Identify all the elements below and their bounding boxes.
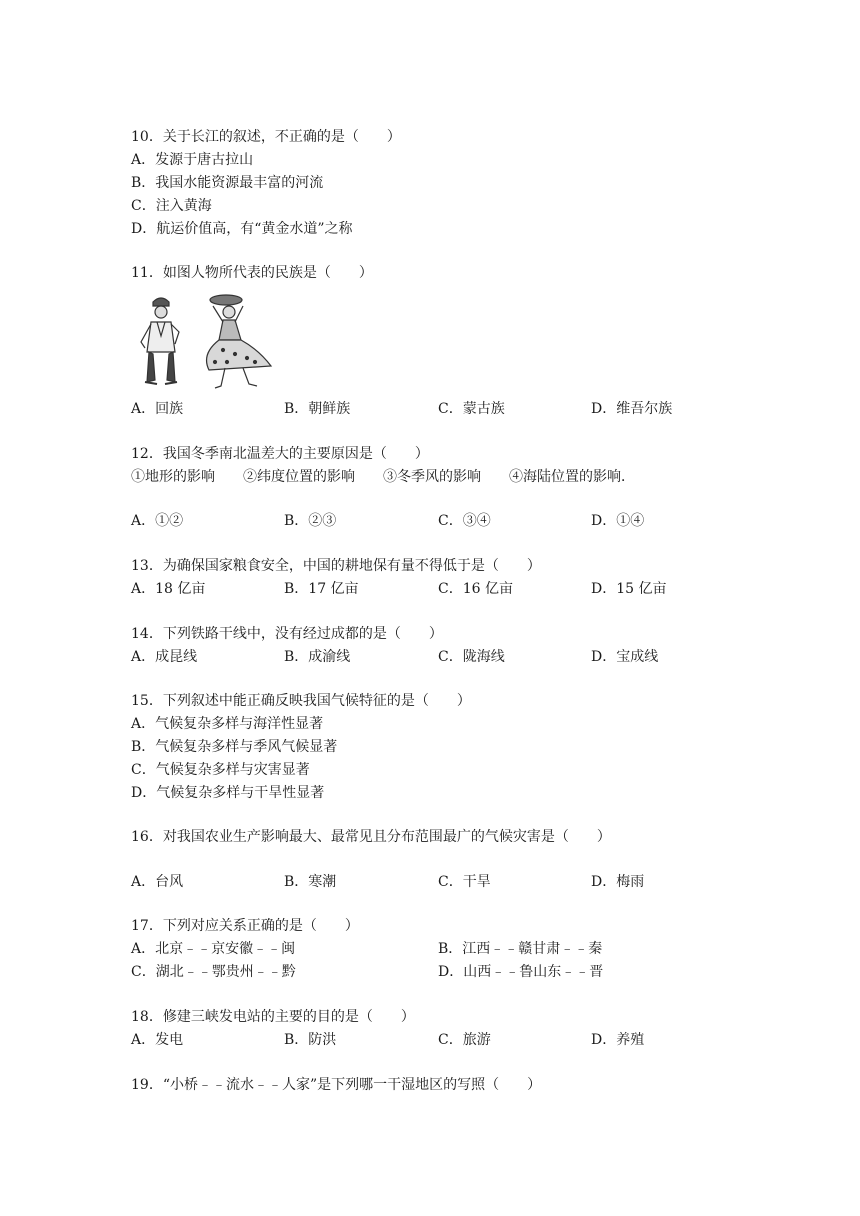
q17-options-row1: [131, 940, 731, 958]
q18-option-a: A．发电: [131, 1032, 184, 1048]
q14-option-c: C．陇海线: [438, 649, 505, 665]
q11-option-c: C．蒙古族: [438, 401, 505, 417]
q13-option-d: D．15 亿亩: [591, 581, 667, 597]
q16-option-b: B．寒潮: [284, 874, 337, 890]
q17-option-d: D．山西﹣﹣鲁山东﹣﹣晋: [438, 964, 604, 980]
q16-stem: 16．对我国农业生产影响最大、最常见且分布范围最广的气候灾害是（ ）: [131, 829, 611, 845]
q16-option-a: A．台风: [131, 874, 184, 890]
q11-option-d: D．维吾尔族: [591, 401, 673, 417]
q19-stem: 19．“小桥﹣﹣流水﹣﹣人家”是下列哪一干湿地区的写照（ ）: [131, 1077, 542, 1093]
q15-option-d: D．气候复杂多样与干旱性显著: [131, 785, 325, 801]
q14-options: [131, 648, 731, 666]
q11-stem: 11．如图人物所代表的民族是（ ）: [131, 265, 373, 281]
q11-options: [131, 400, 731, 418]
q13-option-b: B．17 亿亩: [284, 581, 359, 597]
q12-option-d: D．①④: [591, 513, 645, 529]
q17-option-b: B．江西﹣﹣赣甘肃﹣﹣秦: [438, 941, 603, 957]
q14-option-a: A．成昆线: [131, 649, 198, 665]
q12-options: [131, 512, 731, 530]
q11-option-b: B．朝鲜族: [284, 401, 351, 417]
q18-options: [131, 1031, 731, 1049]
q13-option-a: A．18 亿亩: [131, 581, 206, 597]
q14-option-d: D．宝成线: [591, 649, 659, 665]
q17-option-c: C．湖北﹣﹣鄂贵州﹣﹣黔: [131, 964, 296, 980]
q12-factors: ①地形的影响 ②纬度位置的影响 ③冬季风的影响 ④海陆位置的影响．: [131, 469, 635, 485]
q18-stem: 18．修建三峡发电站的主要的目的是（ ）: [131, 1009, 415, 1025]
q16-options: [131, 873, 731, 891]
q17-stem: 17．下列对应关系正确的是（ ）: [131, 918, 359, 934]
woman-figure: [207, 295, 271, 388]
q15-option-c: C．气候复杂多样与灾害显著: [131, 762, 310, 778]
q15-stem: 15．下列叙述中能正确反映我国气候特征的是（ ）: [131, 693, 471, 709]
q16-option-d: D．梅雨: [591, 874, 645, 890]
q17-options-row2: [131, 963, 731, 981]
uyghur-figures-illustration: [131, 292, 281, 392]
q14-stem: 14．下列铁路干线中，没有经过成都的是（ ）: [131, 626, 443, 642]
q10-option-c: C．注入黄海: [131, 198, 212, 214]
q11-option-a: A．回族: [131, 401, 184, 417]
q15-option-a: A．气候复杂多样与海洋性显著: [131, 716, 324, 732]
q16-option-c: C．干旱: [438, 874, 491, 890]
q17-option-a: A．北京﹣﹣京安徽﹣﹣闽: [131, 941, 296, 957]
q13-stem: 13．为确保国家粮食安全，中国的耕地保有量不得低于是（ ）: [131, 558, 541, 574]
q12-option-c: C．③④: [438, 513, 491, 529]
q12-option-b: B．②③: [284, 513, 337, 529]
q13-option-c: C．16 亿亩: [438, 581, 513, 597]
q18-option-b: B．防洪: [284, 1032, 337, 1048]
q13-options: [131, 580, 731, 598]
q15-option-b: B．气候复杂多样与季风气候显著: [131, 739, 338, 755]
man-figure: [141, 298, 179, 384]
q10-stem: 10．关于长江的叙述，不正确的是（ ）: [131, 129, 401, 145]
q12-stem: 12．我国冬季南北温差大的主要原因是（ ）: [131, 446, 429, 462]
q12-option-a: A．①②: [131, 513, 184, 529]
q18-option-c: C．旅游: [438, 1032, 491, 1048]
q18-option-d: D．养殖: [591, 1032, 645, 1048]
q10-option-d: D．航运价值高，有“黄金水道”之称: [131, 221, 353, 237]
q10-option-b: B．我国水能资源最丰富的河流: [131, 175, 324, 191]
q14-option-b: B．成渝线: [284, 649, 351, 665]
q10-option-a: A．发源于唐古拉山: [131, 152, 254, 168]
